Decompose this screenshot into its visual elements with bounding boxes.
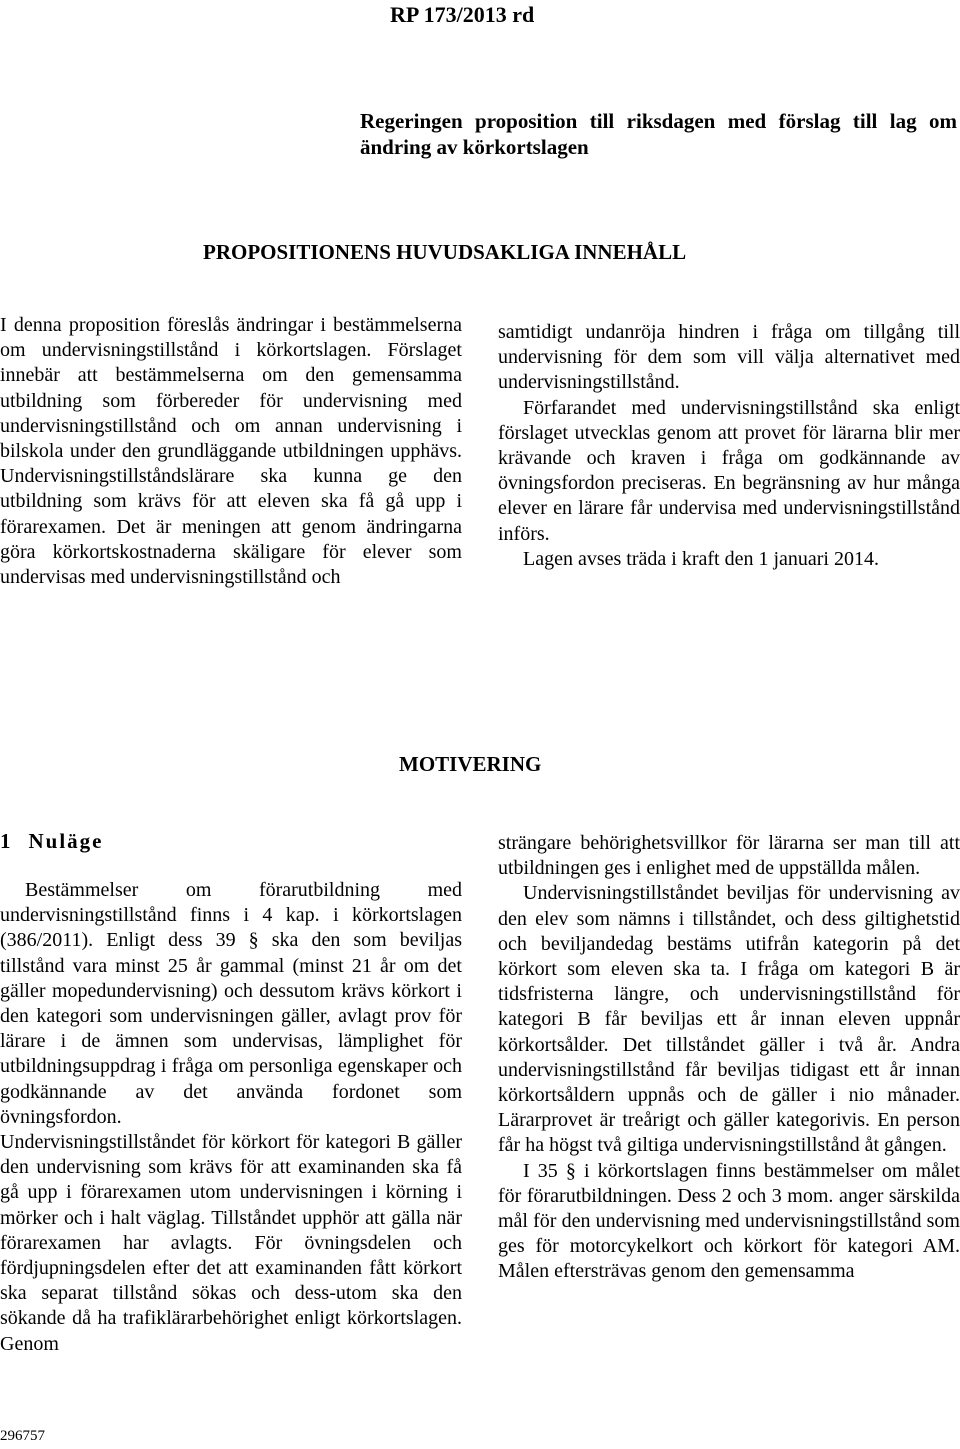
summary-right-paragraph: Förfarandet med undervisningstillstånd ska enligt förslaget utvecklas genom att provet för lärarna blir mer krävande och kraven i fråga om godkännande av övningsfordon preciseras. En begränsning av hur många elever en lärare får undervisa med undervisningstillstånd införs. <box>498 396 960 545</box>
motivering-left-paragraph: Undervisningstillståndet för körkort för kategori B gäller den undervisning som krävs för att examinanden ska få gå upp i förarexamen utom undervisningen i körning i mörker och i halt väglag. Tillståndet upphör att gälla när förarexamen har avlagts. För övningsdelen och fördjupningsdelen efter det att examinanden fått körkort ska separat tillstånd sökas och dess-utom ska den sökande då ha trafiklärarbehörighet enligt körkortslagen. Genom <box>0 1131 462 1355</box>
section-heading <box>0 829 104 854</box>
motivering-right-paragraph: Undervisningstillståndet beviljas för undervisning av den elev som nämns i tillståndet, och dess giltighetstid och beviljandedag bestäms utifrån kategorin på det körkort som eleven ska ta. I fråga om kategori B är tidsfristerna längre, och undervisningstillstånd för kategori B får beviljas ett år innan eleven uppnår körkortsålder. Det tillståndet gäller i två år. Andra undervisningstillstånd får beviljas tidigast ett år innan körkortsåldern uppnås och de gäller i nio månader. Lärarprovet är treårigt och gäller kategorivis. En person får ha högst två giltiga undervisningstillstånd åt gången. <box>498 882 960 1157</box>
motivering-right-column <box>498 831 960 1285</box>
footer-code: 296757 <box>0 1428 45 1444</box>
section-title: Nuläge <box>28 829 104 853</box>
section-number: 1 <box>0 829 11 853</box>
motivering-right-paragraph: strängare behörighetsvillkor för lärarna ser man till att utbildningen ges i enlighet med de uppställda målen. <box>498 832 960 880</box>
document-title: Regeringen proposition till riksdagen med förslag till lag om ändring av körkortslagen <box>360 109 957 159</box>
motivering-left-paragraph: Bestämmelser om förarutbildning med undervisningstillstånd finns i 4 kap. i körkortslagen (386/2011). Enligt dess 39 § ska den som beviljas tillstånd vara minst 25 år gammal (minst 21 år om det gäller mopedundervisning) och dessutom krävs körkort i den kategori som undervisningen gäller, avlagt prov för lärare i de ämnen som undervisas, lämplighet för utbildningsuppdrag i fråga om personliga egenskaper och godkännande av det använda fordonet som övningsfordon. <box>0 879 462 1128</box>
motivering-heading: MOTIVERING <box>399 752 542 776</box>
motivering-right-paragraph: I 35 § i körkortslagen finns bestämmelser om målet för förarutbildningen. Dess 2 och 3 mom. anger särskilda mål för den undervisning med undervisningstillstånd som ges för motorcykelkort och körkort för kategori AM. Målen eftersträvas genom den gemensamma <box>498 1159 960 1283</box>
summary-left-paragraph: I denna proposition föreslås ändringar i bestämmelserna om undervisningstillstånd i körkortslagen. Förslaget innebär att bestämmelserna om den gemensamma utbildning som förbereder för undervisning med undervisningstillstånd och om annan undervisning i bilskola under den grundläggande utbildningen upphävs. Undervisningstillståndslärare ska kunna ge den utbildning som krävs för att eleven ska få gå upp i förarexamen. Det är meningen att genom ändringarna göra körkortskostnaderna skäligare för elever som undervisas med undervisningstillstånd och <box>0 314 462 589</box>
summary-left-column <box>0 313 462 590</box>
summary-heading: PROPOSITIONENS HUVUDSAKLIGA INNEHÅLL <box>203 240 687 264</box>
document-id: RP 173/2013 rd <box>390 2 535 27</box>
summary-right-paragraph: Lagen avses träda i kraft den 1 januari 2014. <box>523 547 879 570</box>
motivering-left-column <box>0 878 462 1357</box>
summary-right-paragraph: samtidigt undanröja hindren i fråga om tillgång till undervisning för dem som vill välja alternativet med undervisningstillstånd. <box>498 321 960 394</box>
summary-right-column <box>498 320 960 572</box>
